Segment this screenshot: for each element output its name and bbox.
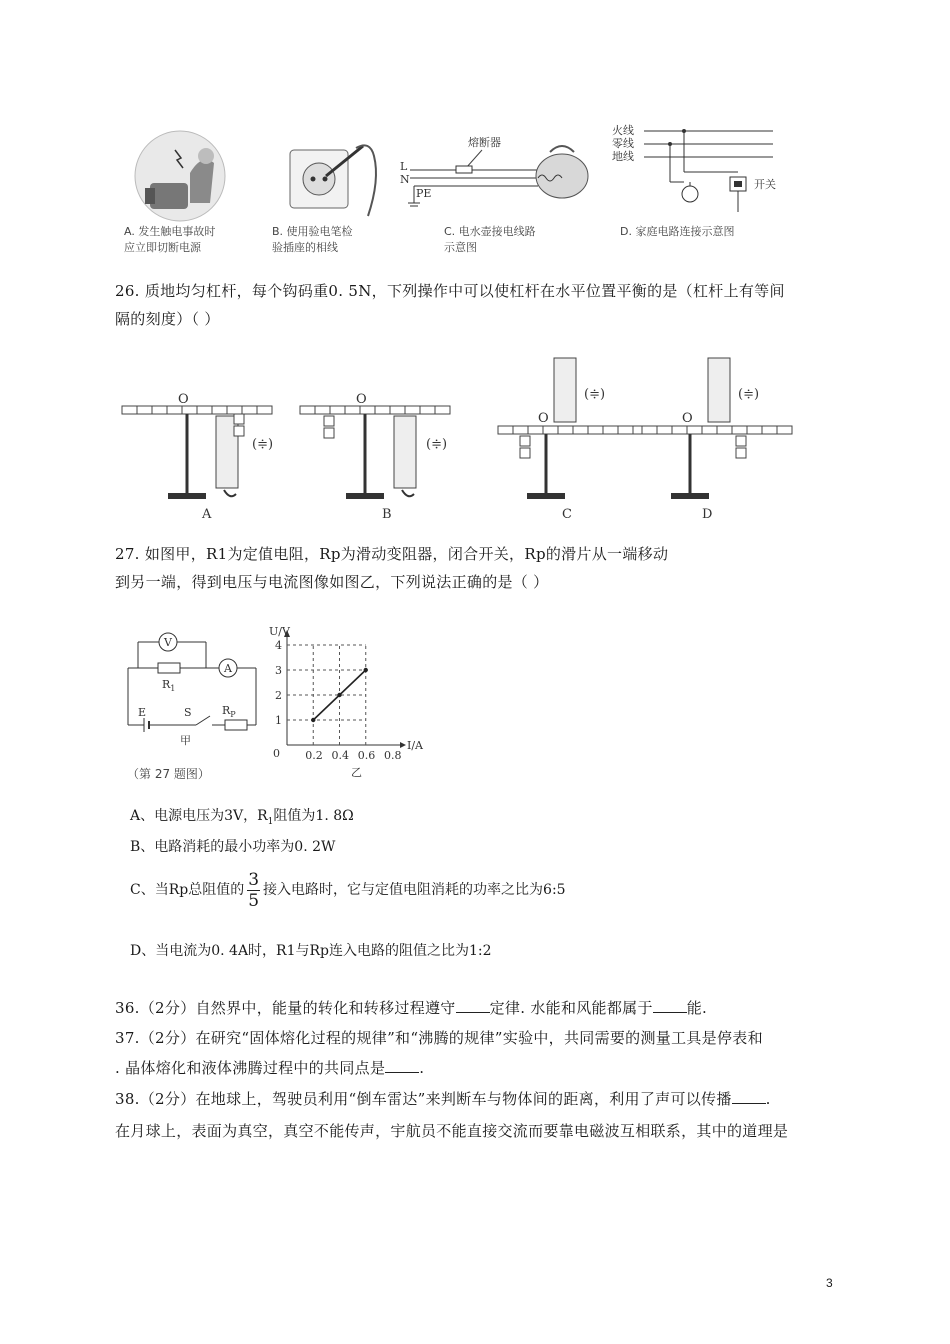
rp-label: $R_P$ — [222, 704, 236, 719]
spring-scale-dial-d: (≑) — [738, 387, 760, 402]
q27-stem-line2: 到另一端，得到电压与电流图像如图乙，下列说法正确的是（ ） — [115, 573, 549, 591]
fuse-label: 熔断器 — [468, 136, 501, 149]
q27-option-c: C、当Rp总阻值的 $\frac{3}{5}$ 接入电路时，它与定值电阻消耗的功率之比为6:5 — [130, 869, 566, 911]
spring-scale-dial-a: (≑) — [252, 437, 274, 452]
option-label-c: C — [562, 507, 572, 522]
spring-scale-dial-c: (≑) — [584, 387, 606, 402]
option-label-a: A — [202, 507, 212, 522]
q25-figure-c — [400, 128, 595, 258]
q38-line2: 在月球上，表面为真空，真空不能传声，宇航员不能直接交流而要靠电磁波互相联系，其中的道理是 — [115, 1122, 789, 1140]
fire-wire-label: 火线 — [612, 124, 634, 137]
spring-scale-dial-b: (≑) — [426, 437, 448, 452]
pivot-label-b: O — [356, 392, 367, 407]
lever-option-a — [122, 392, 273, 522]
page-number: 3 — [826, 1276, 833, 1290]
kettle-wiring-diagram — [400, 128, 595, 223]
origin-label: 0 — [273, 747, 280, 760]
line-n-label: N — [400, 173, 410, 186]
q38-line1: 38.（2分）在地球上，驾驶员利用“倒车雷达”来判断车与物体间的距离，利用了声可以传播 . — [115, 1090, 771, 1108]
q26-stem-line2: 隔的刻度）（ ） — [115, 310, 220, 328]
line-pe-label: PE — [416, 187, 432, 200]
switch-s-label: S — [184, 706, 192, 719]
ground-wire-label: 地线 — [612, 150, 634, 163]
option-label-b: B — [382, 507, 392, 522]
data-point — [311, 718, 315, 722]
line-l-label: L — [400, 160, 408, 173]
q27-figure-caption: （第 27 题图） — [127, 767, 210, 781]
q27-option-b: B、电路消耗的最小功率为0. 2W — [130, 839, 336, 855]
pivot-label-c: O — [538, 411, 549, 426]
lever-option-b — [300, 392, 450, 522]
y-tick-label: 4 — [275, 639, 282, 652]
q37-line2: . 晶体熔化和液体沸腾过程中的共同点是 . — [115, 1059, 425, 1077]
pivot-label-d: O — [682, 411, 693, 426]
q25-caption-a: A. 发生触电事故时 应立即切断电源 — [124, 225, 216, 254]
pivot-label-a: O — [178, 392, 189, 407]
x-tick-label: 0.4 — [331, 749, 349, 762]
x-tick-label: 0.6 — [357, 749, 376, 762]
lever-option-c — [498, 358, 648, 522]
q25-figure-b — [268, 128, 398, 258]
q36-blank-2[interactable] — [653, 998, 687, 1013]
x-axis-label: I/A — [407, 739, 423, 752]
y-tick-label: 3 — [275, 664, 282, 677]
q26-lever-figures — [112, 350, 832, 520]
data-point — [364, 668, 368, 672]
q25-caption-d: D. 家庭电路连接示意图 — [620, 225, 735, 238]
q27-option-a: A、电源电压为3V，$R_1$阻值为1. 8Ω — [130, 808, 354, 827]
q27-stem-line1: 27. 如图甲，R1为定值电阻，Rp为滑动变阻器，闭合开关，Rp的滑片从一端移动 — [115, 545, 669, 563]
q27-circuit-diagram — [118, 628, 278, 748]
lever-option-d — [642, 358, 792, 522]
q25-figure-a — [120, 128, 250, 258]
q27-ui-graph — [255, 625, 430, 785]
q25-caption-b: B. 使用验电笔检 验插座的相线 — [272, 225, 353, 254]
data-point — [337, 693, 341, 697]
emf-label: E — [138, 706, 147, 719]
fraction-three-fifths: $\frac{3}{5}$ — [248, 869, 260, 911]
household-circuit-diagram — [608, 122, 788, 222]
q26-stem-line1: 26. 质地均匀杠杆，每个钩码重0. 5N，下列操作中可以使杠杆在水平位置平衡的是（杠杆上有等间 — [115, 282, 785, 300]
x-tick-label: 0.8 — [384, 749, 402, 762]
switch-label: 开关 — [754, 178, 776, 191]
q36-blank-1[interactable] — [456, 998, 490, 1013]
voltmeter-label: V — [164, 636, 172, 649]
q37-blank[interactable] — [385, 1058, 419, 1073]
x-tick-label: 0.2 — [305, 749, 323, 762]
q38-blank[interactable] — [732, 1089, 766, 1104]
q36-line: 36.（2分）自然界中，能量的转化和转移过程遵守 定律. 水能和风能都属于 能. — [115, 999, 708, 1017]
q37-line1: 37.（2分）在研究“固体熔化过程的规律”和“沸腾的规律”实验中，共同需要的测量工具是停表和 — [115, 1029, 763, 1047]
q25-figure-d — [608, 122, 788, 252]
q25-caption-c: C. 电水壶接电线路 示意图 — [444, 225, 536, 254]
zero-wire-label: 零线 — [612, 137, 634, 150]
y-tick-label: 1 — [275, 714, 282, 727]
test-pen-socket-illustration — [268, 128, 398, 223]
graph-yi-label: 乙 — [351, 766, 362, 779]
electric-shock-illustration — [120, 128, 250, 223]
option-label-d: D — [702, 507, 713, 522]
q27-option-d: D、当电流为0. 4A时，R1与Rp连入电路的阻值之比为1:2 — [130, 943, 492, 959]
circuit-jia-label: 甲 — [180, 734, 191, 747]
y-axis-label: U/V — [269, 625, 290, 638]
ammeter-label: A — [224, 662, 232, 675]
r1-label: $R_1$ — [162, 678, 176, 693]
y-tick-label: 2 — [275, 689, 282, 702]
